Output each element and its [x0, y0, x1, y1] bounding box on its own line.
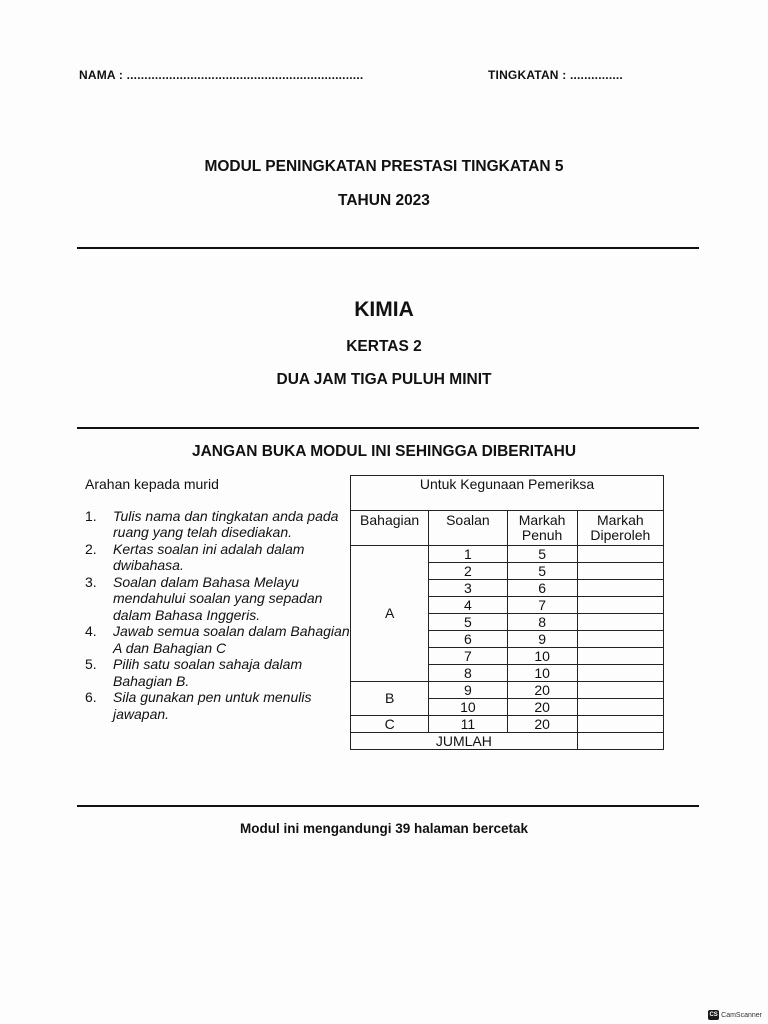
- instructions-heading: Arahan kepada murid: [85, 476, 219, 492]
- paper-title: KERTAS 2: [346, 338, 422, 355]
- instruction-number: 2.: [85, 540, 97, 557]
- year-title: TAHUN 2023: [338, 192, 430, 209]
- question-cell: 5: [429, 614, 507, 631]
- camscanner-text: CamScanner: [721, 1011, 762, 1019]
- marks-obtained-cell[interactable]: [577, 665, 663, 682]
- instruction-text: Kertas soalan ini adalah dalam dwibahasa.: [113, 540, 305, 573]
- question-cell: 10: [429, 699, 507, 716]
- full-marks-cell: 9: [507, 631, 577, 648]
- full-marks-cell: 6: [507, 580, 577, 597]
- col-header-full-marks: Markah Penuh: [507, 511, 577, 546]
- marks-obtained-cell[interactable]: [577, 580, 663, 597]
- table-row: [351, 716, 664, 733]
- total-marks-cell[interactable]: [577, 733, 663, 750]
- question-cell: 6: [429, 631, 507, 648]
- marks-obtained-cell[interactable]: [577, 648, 663, 665]
- module-title: MODUL PENINGKATAN PRESTASI TINGKATAN 5: [204, 158, 564, 175]
- instruction-number: 1.: [85, 507, 97, 524]
- warning-text: JANGAN BUKA MODUL INI SEHINGGA DIBERITAHU: [191, 443, 577, 460]
- marks-obtained-cell[interactable]: [577, 682, 663, 699]
- col-header-marks-obtained: Markah Diperoleh: [577, 511, 663, 546]
- instruction-item: [85, 623, 350, 656]
- marks-obtained-cell[interactable]: [577, 546, 663, 563]
- question-cell: 4: [429, 597, 507, 614]
- full-marks-cell: 20: [507, 699, 577, 716]
- instruction-item: [85, 541, 350, 574]
- instruction-text: Sila gunakan pen untuk menulis jawapan.: [113, 689, 312, 722]
- total-label: JUMLAH: [351, 733, 578, 750]
- camscanner-watermark: [708, 1010, 762, 1020]
- question-cell: 2: [429, 563, 507, 580]
- question-cell: 11: [429, 716, 507, 733]
- subject-title: KIMIA: [354, 298, 414, 321]
- question-cell: 3: [429, 580, 507, 597]
- instruction-number: 6.: [85, 689, 97, 705]
- question-cell: 1: [429, 546, 507, 563]
- marks-obtained-cell[interactable]: [577, 716, 663, 733]
- examiner-table-title: Untuk Kegunaan Pemeriksa: [351, 476, 664, 511]
- instructions-list: [85, 508, 350, 723]
- footer-note: Modul ini mengandungi 39 halaman bercetak: [239, 821, 529, 836]
- form-level-field: TINGKATAN : ...............: [488, 68, 623, 82]
- marks-obtained-cell[interactable]: [577, 597, 663, 614]
- instruction-item: [85, 656, 350, 689]
- full-marks-cell: 7: [507, 597, 577, 614]
- section-cell: B: [351, 682, 429, 716]
- full-marks-cell: 5: [507, 563, 577, 580]
- marks-obtained-cell[interactable]: [577, 563, 663, 580]
- name-field: NAMA : ...................................................................: [79, 68, 364, 82]
- table-row: [351, 682, 664, 699]
- section-cell: C: [351, 716, 429, 733]
- instruction-item: [85, 574, 350, 624]
- instructions-panel: [85, 476, 350, 722]
- table-row: [351, 546, 664, 563]
- question-cell: 9: [429, 682, 507, 699]
- divider-middle: [77, 427, 699, 429]
- instruction-item: [85, 689, 350, 722]
- col-header-section: Bahagian: [351, 511, 429, 546]
- section-cell: A: [351, 546, 429, 682]
- full-marks-cell: 5: [507, 546, 577, 563]
- full-marks-cell: 10: [507, 648, 577, 665]
- instruction-text: Soalan dalam Bahasa Melayu mendahului soalan yang sepadan dalam Bahasa Inggeris.: [113, 573, 323, 623]
- divider-top: [77, 247, 699, 249]
- instruction-text: Pilih satu soalan sahaja dalam Bahagian B.: [113, 656, 303, 689]
- instruction-item: [85, 508, 350, 541]
- instruction-text: Tulis nama dan tingkatan anda pada ruang yang telah disediakan.: [113, 507, 339, 540]
- marks-obtained-cell[interactable]: [577, 614, 663, 631]
- marks-obtained-cell[interactable]: [577, 631, 663, 648]
- total-row: [351, 733, 664, 750]
- instruction-number: 4.: [85, 623, 97, 639]
- full-marks-cell: 10: [507, 665, 577, 682]
- col-header-question: Soalan: [429, 511, 507, 546]
- divider-bottom: [77, 805, 699, 807]
- full-marks-cell: 8: [507, 614, 577, 631]
- question-cell: 8: [429, 665, 507, 682]
- instruction-number: 3.: [85, 573, 97, 590]
- question-cell: 7: [429, 648, 507, 665]
- duration-title: DUA JAM TIGA PULUH MINIT: [276, 371, 492, 388]
- marks-obtained-cell[interactable]: [577, 699, 663, 716]
- instruction-number: 5.: [85, 656, 97, 672]
- instruction-text: Jawab semua soalan dalam Bahagian A dan Bahagian C: [113, 623, 350, 656]
- full-marks-cell: 20: [507, 716, 577, 733]
- camscanner-icon: CS: [709, 1012, 718, 1018]
- full-marks-cell: 20: [507, 682, 577, 699]
- examiner-table: [350, 475, 664, 750]
